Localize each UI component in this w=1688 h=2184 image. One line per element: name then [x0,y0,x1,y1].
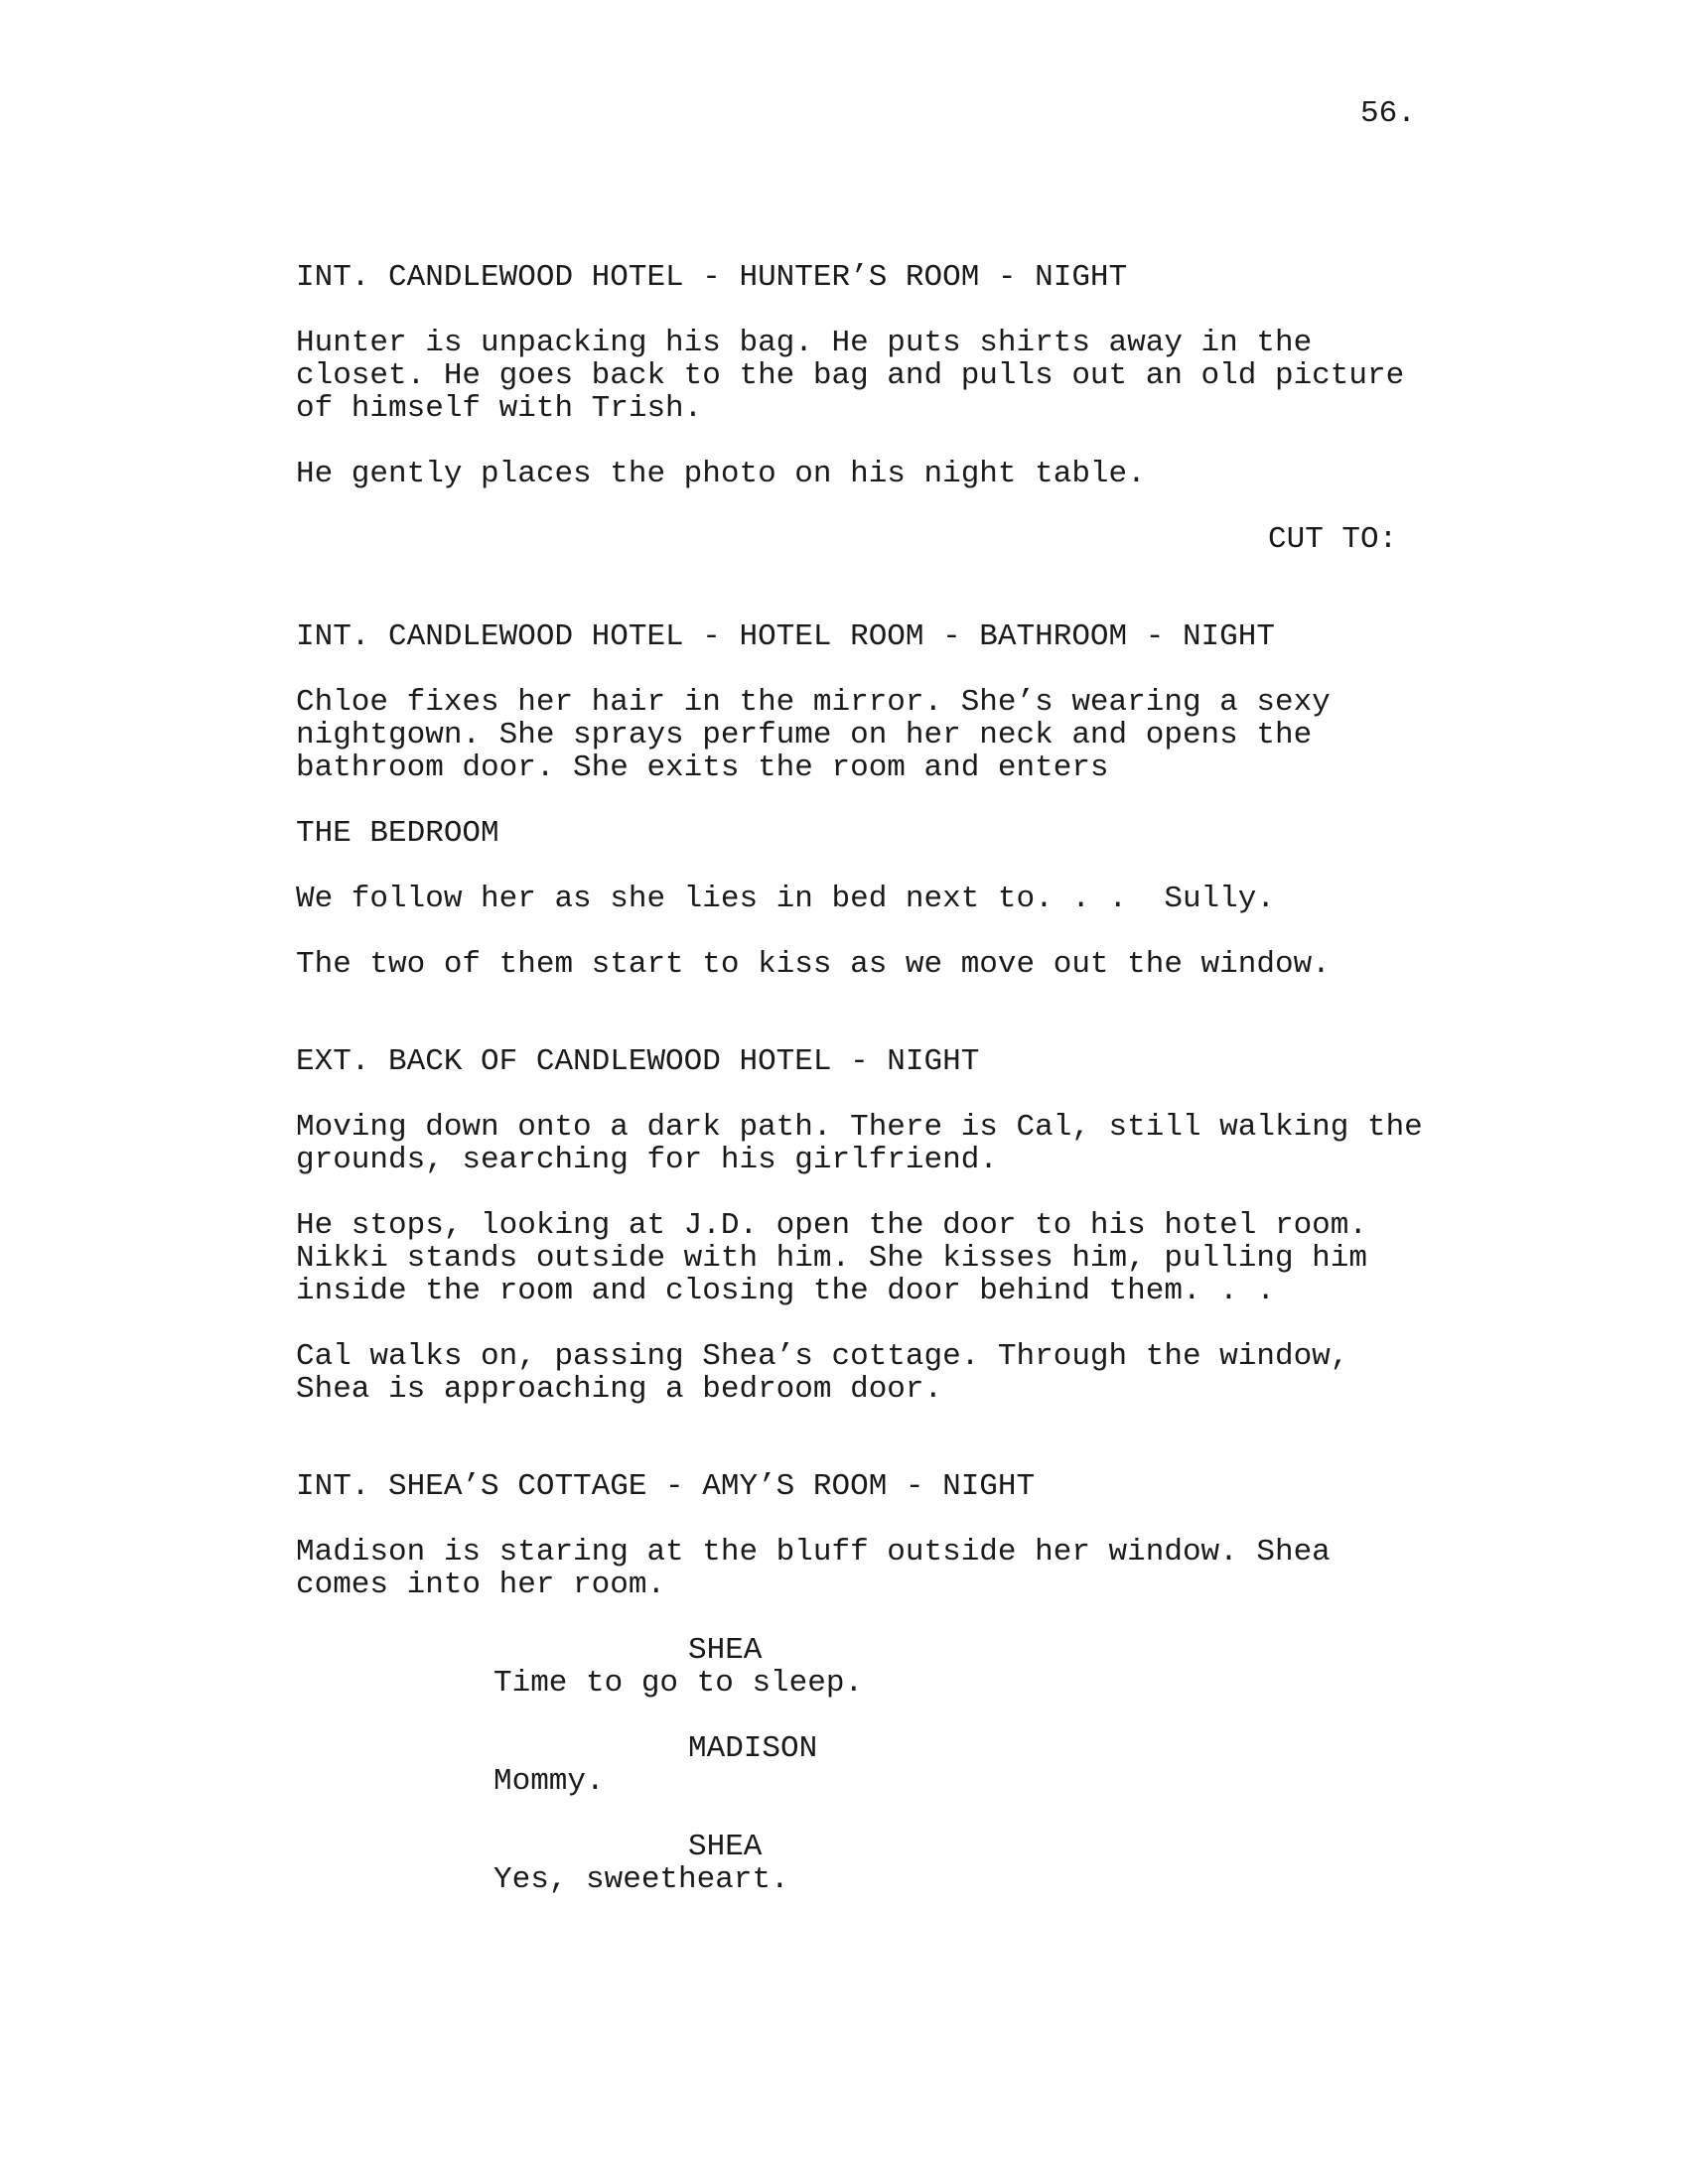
action-line: Hunter is unpacking his bag. He puts shirts away in the [296,326,1313,360]
dialogue-line: Mommy. [493,1764,605,1799]
action-line: Moving down onto a dark path. There is Cal, still walking the [296,1110,1423,1145]
page-number: 56. [1360,96,1416,131]
dialogue-line: Yes, sweetheart. [493,1862,789,1897]
action-line: grounds, searching for his girlfriend. [296,1143,998,1177]
action-line: Nikki stands outside with him. She kisses him, pulling him [296,1241,1367,1276]
action-line: closet. He goes back to the bag and pulls out an old picture [296,358,1405,393]
character-name: SHEA [688,1830,763,1864]
action-line: nightgown. She sprays perfume on her neck and opens the [296,718,1313,752]
scene-heading: EXT. BACK OF CANDLEWOOD HOTEL - NIGHT [296,1044,980,1079]
action-line: He stops, looking at J.D. open the door to his hotel room. [296,1208,1367,1243]
scene-heading: INT. SHEA’S COTTAGE - AMY’S ROOM - NIGHT [296,1469,1036,1504]
dialogue-line: Time to go to sleep. [493,1666,864,1701]
action-line: comes into her room. [296,1568,666,1602]
action-line: of himself with Trish. [296,391,703,426]
action-line: The two of them start to kiss as we move out the window. [296,947,1331,982]
action-line: bathroom door. She exits the room and enters [296,751,1109,785]
transition: CUT TO: [1268,522,1398,557]
action-line: Madison is staring at the bluff outside her window. Shea [296,1535,1331,1570]
action-line: We follow her as she lies in bed next to. . . Sully. [296,882,1275,916]
scene-heading: INT. CANDLEWOOD HOTEL - HUNTER’S ROOM - NIGHT [296,260,1128,295]
character-name: MADISON [688,1731,818,1766]
character-name: SHEA [688,1633,763,1668]
sub-heading: THE BEDROOM [296,816,499,851]
scene-heading: INT. CANDLEWOOD HOTEL - HOTEL ROOM - BATHROOM - NIGHT [296,619,1275,654]
action-line: Cal walks on, passing Shea’s cottage. Through the window, [296,1339,1349,1374]
action-line: inside the room and closing the door behind them. . . [296,1274,1275,1308]
action-line: Chloe fixes her hair in the mirror. She’s wearing a sexy [296,685,1331,720]
action-line: He gently places the photo on his night table. [296,457,1146,491]
action-line: Shea is approaching a bedroom door. [296,1372,943,1407]
